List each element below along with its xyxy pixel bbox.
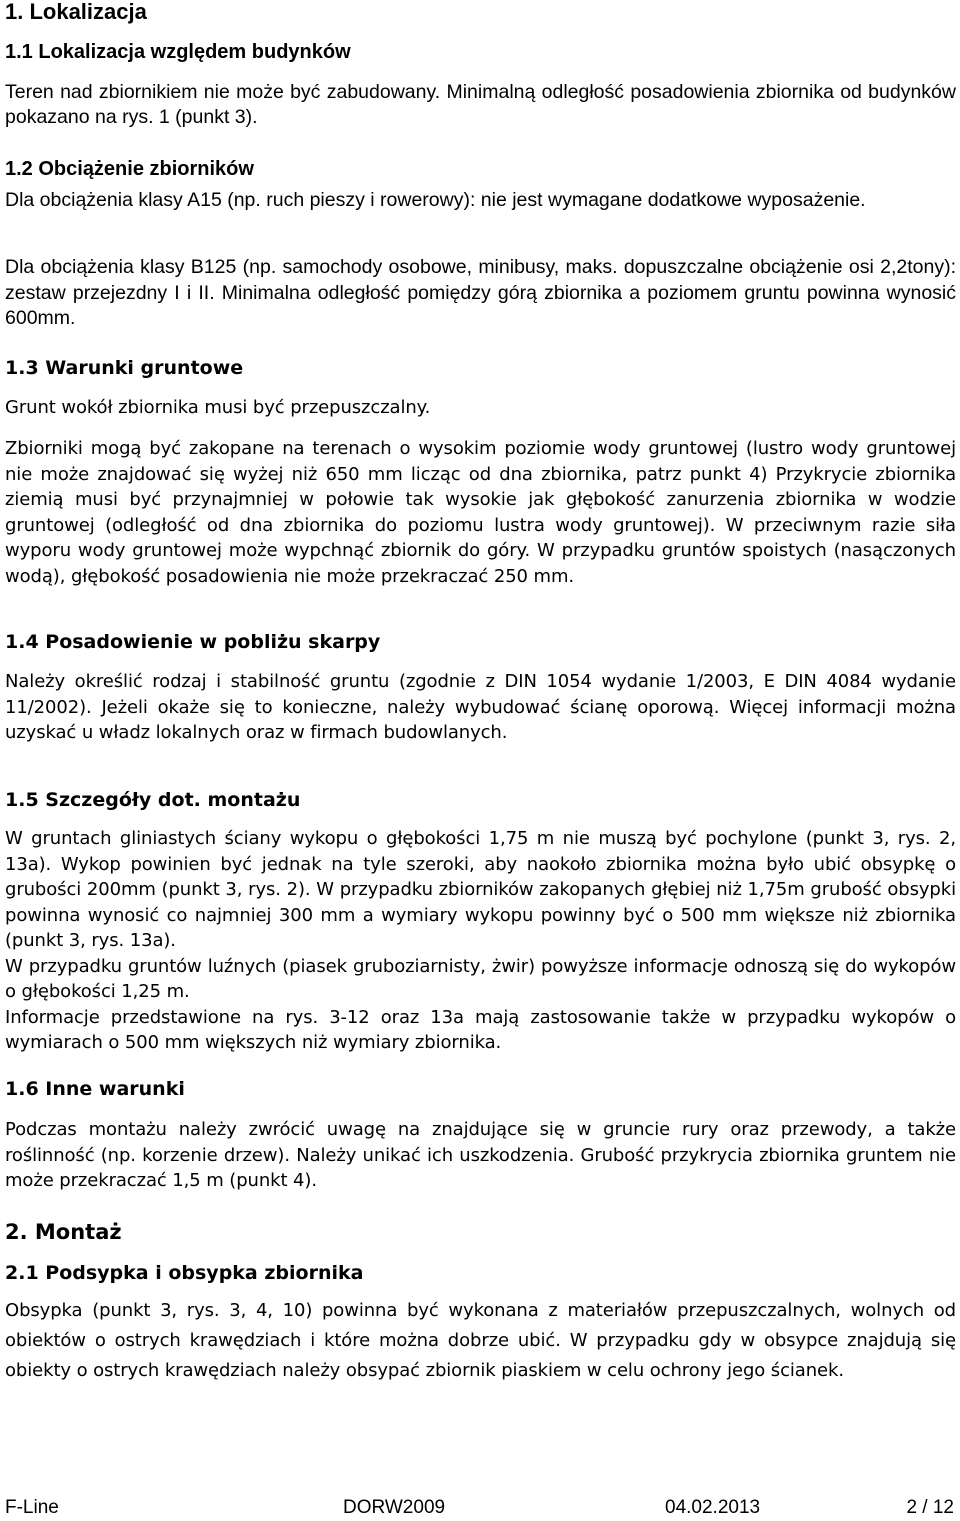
section-2-heading <box>5 1220 956 1244</box>
paragraph: Dla obciążenia klasy A15 (np. ruch pieszy i rowerowy): nie jest wymagane dodatkowe wyposażenie. <box>5 189 866 211</box>
subsection-title: 1.6 Inne warunki <box>5 1078 185 1100</box>
footer-doc-code: DORW2009 <box>343 1497 446 1518</box>
footer-date: 04.02.2013 <box>665 1497 761 1518</box>
paragraph: Informacje przedstawione na rys. 3-12 oraz 13a mają zastosowanie także w przypadku wykopów o wymiarach o 500 mm większych niż wymiary zbiornika. <box>5 1006 956 1053</box>
footer-page-number: 2 / 12 <box>906 1497 954 1518</box>
section-1-1 <box>5 40 956 64</box>
section-1-3 <box>5 356 956 380</box>
paragraph: Zbiorniki mogą być zakopane na terenach o wysokim poziomie wody gruntowej (lustro wody gruntowej nie może znajdować się wyżej niż 650 mm licząc od dna zbiornika, patrz punkt 4) Przykrycie zbiornika ziemią musi być przynajmniej w połowie tak wysokie jak głębokość zanurzenia zbiornika w wodzie gruntowej (odległość od dna zbiornika do poziomu lustra wody gruntowej). W przeciwnym razie siła wyporu wody gruntowej może wypchnąć zbiornik do góry. W przypadku gruntów spoistych (nasączonych wodą), głębokość posadowienia nie może przekraczać 250 mm. <box>5 438 956 587</box>
subsection-title: 1.1 Lokalizacja względem budynków <box>5 41 351 63</box>
section-1-3-p1 <box>5 395 956 421</box>
section-2-1-p1 <box>5 1296 956 1386</box>
section-1-5-p1 <box>5 826 956 1056</box>
subsection-title: 1.4 Posadowienie w pobliżu skarpy <box>5 631 381 653</box>
paragraph: W gruntach gliniastych ściany wykopu o głębokości 1,75 m nie muszą być pochylone (punkt 3, rys. 2, 13a). Wykop powinien być jednak na tyle szeroki, aby naokoło zbiornika można było ubić obsypkę o grubości 200mm (punkt 3, rys. 2). W przypadku zbiorników zakopanych głębiej niż 1,75m grubość obsypki powinna wynosić co najmniej 300 mm a wymiary wykopu powinny być o 500 mm większe niż zbiornika (punkt 3, rys. 13a). <box>5 828 956 951</box>
paragraph: W przypadku gruntów luźnych (piasek gruboziarnisty, żwir) powyższe informacje odnoszą się do wykopów o głębokości 1,25 m. <box>5 955 956 1002</box>
section-1-heading <box>5 0 956 24</box>
subsection-title: 2.1 Podsypka i obsypka zbiornika <box>5 1262 364 1284</box>
paragraph: Podczas montażu należy zwrócić uwagę na znajdujące się w gruncie rury oraz przewody, a także roślinność (np. korzenie drzew). Należy unikać ich uszkodzenia. Grubość przykrycia zbiornika gruntem nie może przekraczać 1,5 m (punkt 4). <box>5 1119 956 1191</box>
section-1-2-p1 <box>5 188 956 213</box>
subsection-title: 1.5 Szczegóły dot. montażu <box>5 789 301 811</box>
paragraph: Teren nad zbiornikiem nie może być zabudowany. Minimalną odległość posadowienia zbiornika od budynków pokazano na rys. 1 (punkt 3). <box>5 81 956 128</box>
subsection-title: 1.2 Obciążenie zbiorników <box>5 158 254 180</box>
subsection-title: 1.3 Warunki gruntowe <box>5 357 244 379</box>
section-title: 1. Lokalizacja <box>5 0 147 24</box>
section-1-3-p2 <box>5 436 956 589</box>
paragraph: Należy określić rodzaj i stabilność gruntu (zgodnie z DIN 1054 wydanie 1/2003, E DIN 4084 wydanie 11/2002). Jeżeli okaże się to konieczne, należy wybudować ścianę oporową. Więcej informacji można uzyskać u władz lokalnych oraz w firmach budowlanych. <box>5 671 956 743</box>
section-1-4 <box>5 630 956 654</box>
section-1-1-text <box>5 80 956 130</box>
section-title: 2. Montaż <box>5 1220 122 1244</box>
section-1-2-p2 <box>5 255 956 332</box>
section-2-1 <box>5 1261 956 1285</box>
section-1-6 <box>5 1077 956 1101</box>
paragraph: Dla obciążenia klasy B125 (np. samochody osobowe, minibusy, maks. dopuszczalne obciążenie osi 2,2tony): zestaw przejezdny I i II. Minimalna odległość pomiędzy górą zbiornika a poziomem gruntu powinna wynosić 600mm. <box>5 256 956 329</box>
page-footer <box>5 1497 956 1521</box>
paragraph: Grunt wokół zbiornika musi być przepuszczalny. <box>5 397 431 418</box>
section-1-5 <box>5 788 956 812</box>
section-1-4-p1 <box>5 669 956 746</box>
section-1-6-p1 <box>5 1117 956 1194</box>
paragraph: Obsypka (punkt 3, rys. 3, 4, 10) powinna być wykonana z materiałów przepuszczalnych, wolnych od obiektów o ostrych krawędziach i które można dobrze ubić. W przypadku gdy w obsypce znajdują się obiekty o ostrych krawędziach należy obsypać zbiornik piaskiem w celu ochrony jego ścianek. <box>5 1300 956 1381</box>
footer-product: F-Line <box>5 1497 59 1518</box>
section-1-2 <box>5 157 956 181</box>
